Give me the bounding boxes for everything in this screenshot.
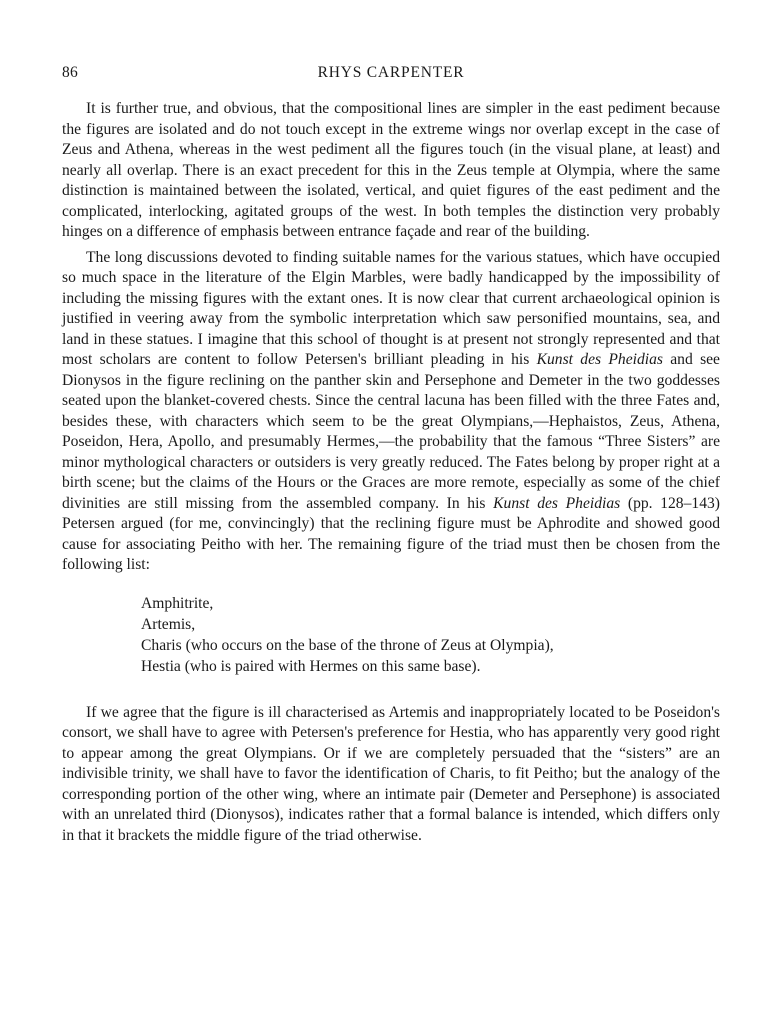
- paragraph-text-segment: and see Dionysos in the figure reclining on the panther skin and Persephone and Demeter in the two goddesses seated upon the blanket-covered chests. Since the central lacuna has been filled with the three Fates and, besides these, with characters which seem to be the great Olympians,—Hephaistos, Zeus, Athena, Poseidon, Hera, Apollo, and presumably Hermes,—the probability that the famous “Three Sisters” are minor mythological characters or outsiders is very greatly reduced. The Fates belong by proper right at a birth scene; but the claims of the Hours or the Graces are more remote, especially as some of the chief divinities are still missing from the assembled company. In his: [62, 351, 720, 512]
- page-number: 86: [62, 64, 79, 81]
- paragraph-text-segment: (pp. 128–143) Petersen argued (for me, convincingly) that the reclining figure must be Aphrodite and showed good cause for associating Peitho with her. The remaining figure of the triad must then be chosen from the following list:: [62, 494, 720, 573]
- candidate-list: [141, 593, 720, 677]
- list-item: Charis (who occurs on the base of the throne of Zeus at Olympia),: [141, 636, 554, 654]
- list-item: Amphitrite,: [141, 594, 214, 612]
- body-text: [62, 99, 720, 846]
- paragraph-hestia-charis: If we agree that the figure is ill characterised as Artemis and inappropriately located to be Poseidon's consort, we shall have to agree with Petersen's preference for Hestia, who has apparently very good right to appear among the great Olympians. Or if we are completely persuaded that the “sisters” are an indivisible trinity, we shall have to favor the identification of Charis, to fit Peitho; but the analogy of the corresponding portion of the other wing, where an intimate pair (Demeter and Persephone) is associated with an unrelated third (Dionysos), indicates rather that a formal balance is intended, which differs only in that it brackets the middle figure of the triad otherwise.: [62, 703, 720, 844]
- running-head: [62, 64, 720, 84]
- paragraph-pediment-composition: It is further true, and obvious, that the compositional lines are simpler in the east pediment because the figures are isolated and do not touch except in the extreme wings nor overlap except in the case of Zeus and Athena, whereas in the west pediment all the figures touch (in the visual plane, at least) and nearly all overlap. There is an exact precedent for this in the Zeus temple at Olympia, where the same distinction is maintained between the isolated, vertical, and quiet figures of the east pediment and the complicated, interlocking, agitated groups of the west. In both temples the distinction very probably hinges on a difference of emphasis between entrance façade and rear of the building.: [62, 100, 720, 240]
- paragraph-statue-names: [62, 248, 720, 576]
- list-item: Artemis,: [141, 615, 196, 633]
- book-title-italic: Kunst des Pheidias: [493, 494, 621, 512]
- running-title: RHYS CARPENTER: [317, 64, 465, 81]
- list-item: Hestia (who is paired with Hermes on this same base).: [141, 657, 481, 675]
- book-title-italic: Kunst des Pheidias: [536, 351, 663, 368]
- paragraph-text-segment: The long discussions devoted to finding suitable names for the various statues, which have occupied so much space in the literature of the Elgin Marbles, were badly handicapped by the impossibility of including the missing figures with the extant ones. It is now clear that current archaeological opinion is justified in veering away from the symbolic interpretation which saw personified mountains, sea, and land in these statues. I imagine that this school of thought is at present not strongly represented and that most scholars are content to follow Petersen's brilliant pleading in his: [62, 248, 720, 368]
